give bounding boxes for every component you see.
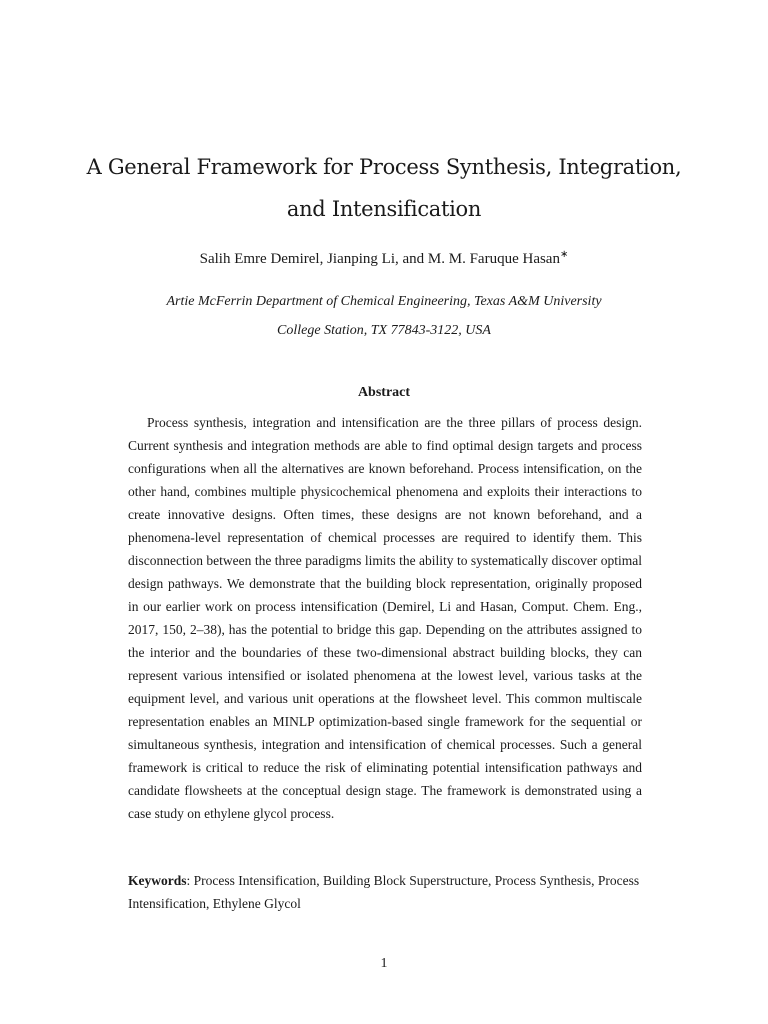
author-list [80, 244, 688, 270]
keywords-label: Keywords [128, 873, 187, 888]
author-names: Salih Emre Demirel, Jianping Li, and M. M. Faruque Hasan [199, 251, 560, 267]
affiliation-line-1: Artie McFerrin Department of Chemical Engineering, Texas A&M University [166, 294, 602, 309]
affiliation [80, 287, 688, 345]
abstract-heading: Abstract [357, 385, 411, 400]
affiliation-line-2: College Station, TX 77843-3122, USA [277, 323, 491, 338]
paper-title [60, 146, 708, 230]
corresponding-author-mark: ∗ [559, 249, 569, 260]
abstract-body: Process synthesis, integration and intensification are the three pillars of process design. Current synthesis and integration methods are able to find optimal design targets and process configurations when all the alternatives are known beforehand. Process intensification, on the other hand, combines multiple physicochemical phenomena and exploits their interactions to create innovative designs. Often times, these designs are not known beforehand, and a phenomena-level representation of chemical processes are required to identify them. This disconnection between the three paradigms limits the ability to systematically discover optimal design pathways. We demonstrate that the building block representation, originally proposed in our earlier work on process intensification (Demirel, Li and Hasan, Comput. Chem. Eng., 2017, 150, 2–38), has the potential to bridge this gap. Depending on the attributes assigned to the interior and the boundaries of these two-dimensional abstract building blocks, they can represent various intensified or isolated phenomena at the lowest level, various tasks at the equipment level, and various unit operations at the flowsheet level. This common multiscale representation enables an MINLP optimization-based single framework for the sequential or simultaneous synthesis, integration and intensification of chemical processes. Such a general framework is critical to reduce the risk of eliminating potential intensification pathways and candidate flowsheets at the conceptual design stage. The framework is demonstrated using a case study on ethylene glycol process. [128, 415, 642, 821]
keywords [128, 869, 642, 915]
title-line-2: and Intensification [286, 197, 482, 221]
keywords-list: : Process Intensification, Building Block Superstructure, Process Synthesis, Process Intensification, Ethylene Glycol [128, 873, 640, 911]
title-line-1: A General Framework for Process Synthesis, Integration, [86, 155, 682, 179]
page-number: 1 [380, 956, 388, 971]
